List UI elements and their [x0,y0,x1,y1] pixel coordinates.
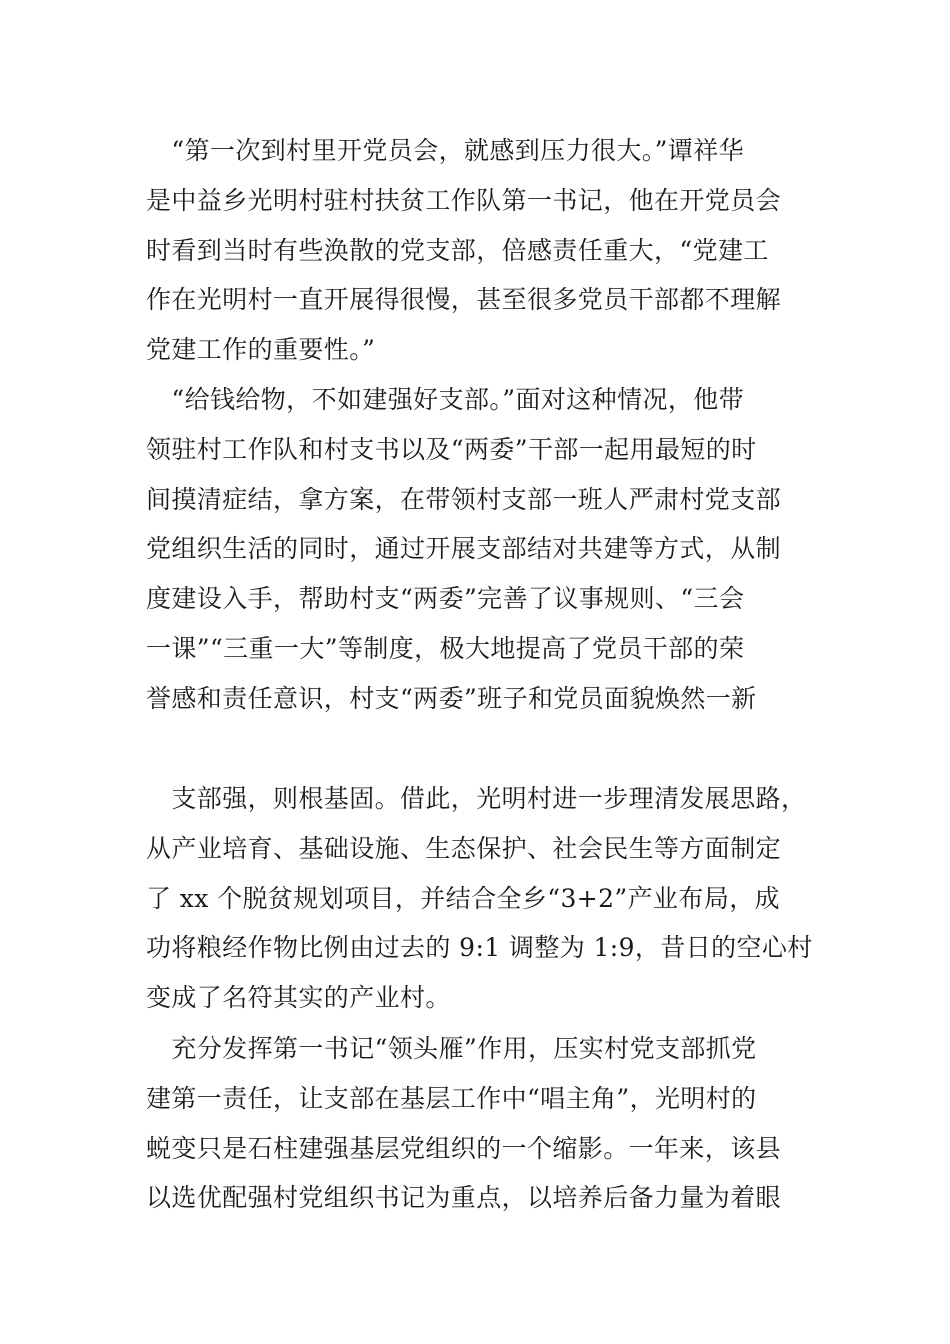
paragraph-line: 支部强，则根基固。借此，光明村进一步理清发展思路， [146,784,807,813]
paragraph-line: 党组织生活的同时，通过开展支部结对共建等方式，从制 [146,534,782,564]
paragraph-1 [146,126,810,375]
paragraph-line: 誉感和责任意识，村支“两委”班子和党员面貌焕然一新 [146,683,757,713]
paragraph-line: 蜕变只是石柱建强基层党组织的一个缩影。一年来，该县 [146,1133,782,1163]
paragraph-line: 领驻村工作队和村支书以及“两委”干部一起用最短的时 [146,434,757,464]
paragraph-line: 了 xx 个脱贫规划项目，并结合全乡“3+2”产业布局，成 [146,883,781,913]
paragraph-line: “第一次到村里开党员会，就感到压力很大。”谭祥华 [146,136,745,165]
paragraph-2 [146,375,810,724]
paragraph-line: 一课”“三重一大”等制度，极大地提高了党员干部的荣 [146,633,745,663]
paragraph-line: 度建设入手，帮助村支“两委”完善了议事规则、“三会 [146,584,745,614]
paragraph-3 [146,774,813,1023]
paragraph-line: 是中益乡光明村驻村扶贫工作队第一书记，他在开党员会 [146,185,782,215]
paragraph-line: 变成了名符其实的产业村。 [146,983,451,1013]
paragraph-line: 时看到当时有些涣散的党支部，倍感责任重大，“党建工 [146,235,769,265]
paragraph-line: 充分发挥第一书记“领头雁”作用，压实村党支部抓党 [146,1034,757,1063]
paragraph-line: 间摸清症结，拿方案，在带领村支部一班人严肃村党支部 [146,484,782,514]
paragraph-line: 作在光明村一直开展得很慢，甚至很多党员干部都不理解 [146,285,782,315]
paragraph-4 [146,1024,810,1223]
paragraph-line: “给钱给物，不如建强好支部。”面对这种情况，他带 [146,385,745,414]
paragraph-line: 建第一责任，让支部在基层工作中“唱主角”，光明村的 [146,1083,757,1113]
paragraph-line: 以选优配强村党组织书记为重点，以培养后备力量为着眼 [146,1183,782,1213]
paragraph-line: 从产业培育、基础设施、生态保护、社会民生等方面制定 [146,833,782,863]
paragraph-line: 功将粮经作物比例由过去的 9:1 调整为 1:9，昔日的空心村 [146,933,813,963]
paragraph-line: 党建工作的重要性。” [146,335,376,365]
